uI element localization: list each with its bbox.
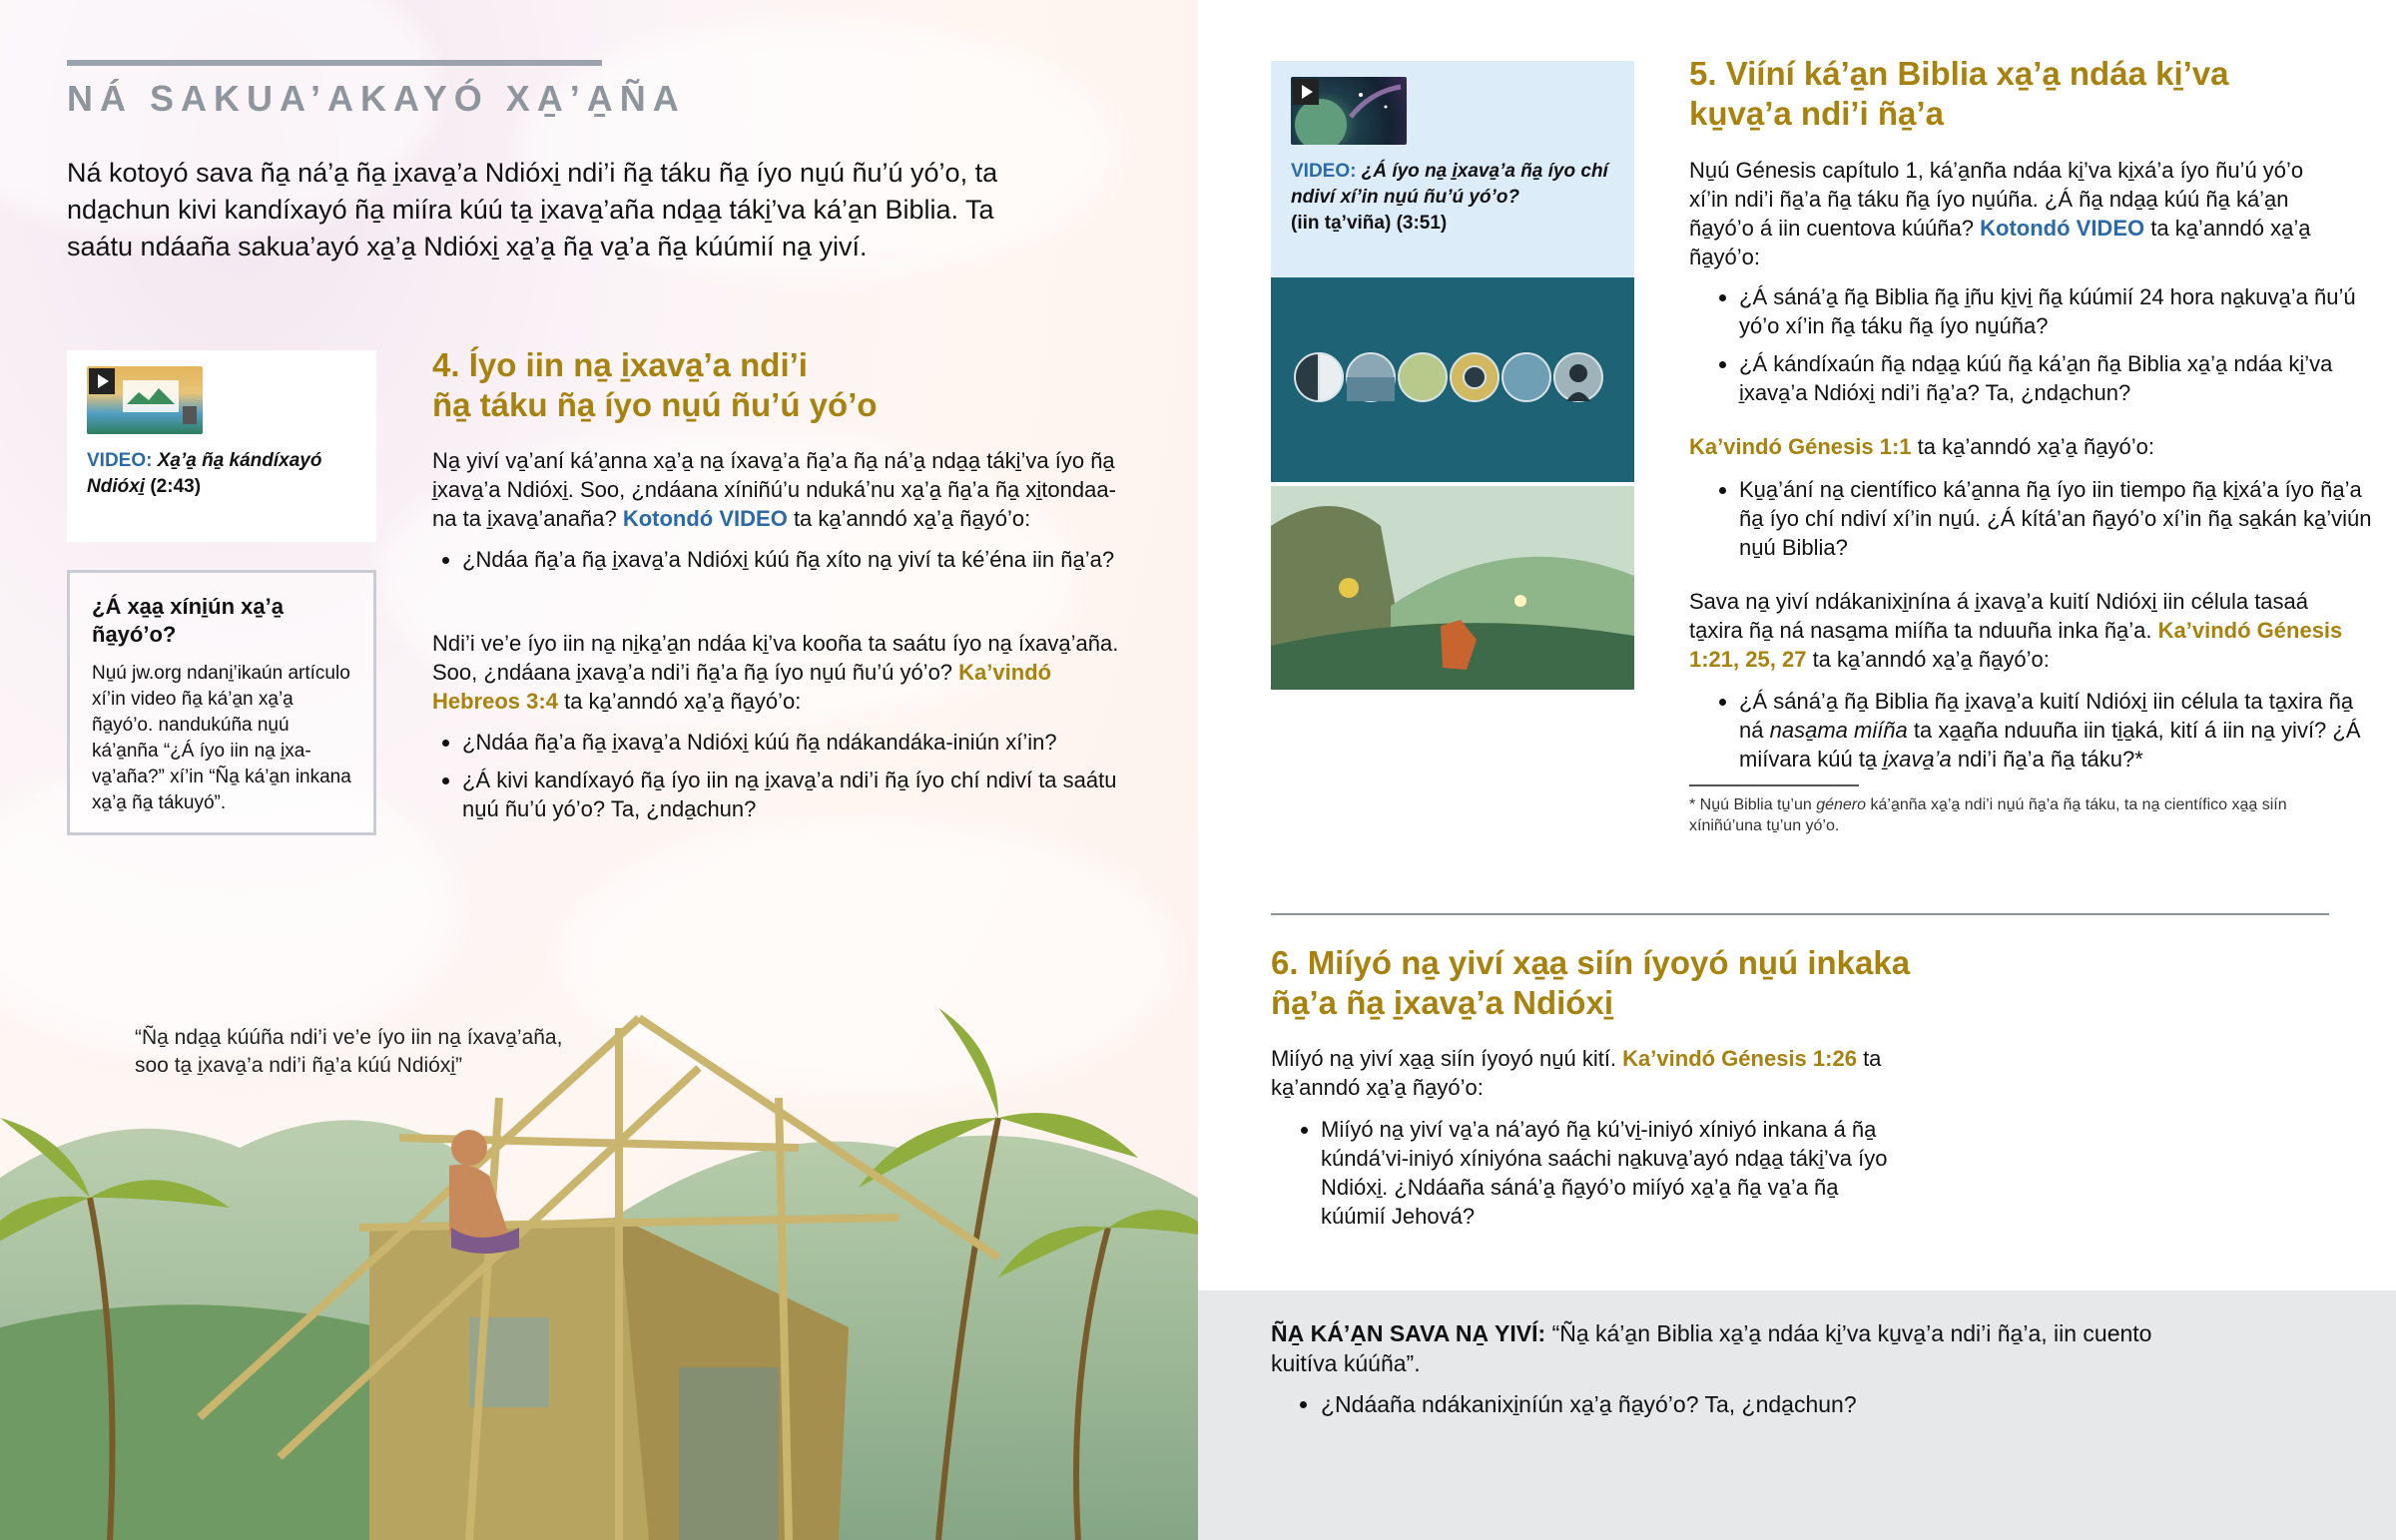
footnote-rule [1689,784,1859,786]
question-text: ndi’i ña̱’a ña̱ táku?* [1957,747,2143,771]
section-5-title-line1: 5. Viíní ká’a̱n Biblia xa̱’a̱ ndáa ki̱’va [1689,55,2229,92]
section-divider [1271,913,2329,915]
play-icon[interactable] [89,368,115,394]
footnote-text: ká’a̱nña xa̱’a̱ ndi’i nu̱ú ña̱’a ña̱ táku, ta na̱ científico xa̱a̱ siín xíniñú’una tu̱’un yó’o. [1689,796,2287,834]
video-label: VIDEO: [87,450,153,471]
paragraph-text: ta ka̱’anndó xa̱’a̱ ña̱yó’o: [564,689,802,714]
video-label: VIDEO: [1291,161,1357,182]
video-link[interactable]: Kotondó VIDEO [1980,216,2145,241]
objection-quote: “Ña̱ ká’a̱n Biblia xa̱’a̱ ndáa ki̱’va ku̱va̱’a ndi’i ña̱’a, iin cuento kuitíva kúúña”. [1271,1320,2152,1376]
video-thumbnail[interactable] [1291,77,1407,145]
section-5-title-line2: ku̱va̱’a ndi’i ña̱’a [1689,95,1944,132]
video-title[interactable]: ¿Á íyo na̱ i̱xava̱’a ña̱ íyo chí ndiví xí’in nu̱ú ñu’ú yó’o? [1291,161,1608,208]
section-5-paragraph-2 [1689,432,2348,461]
footnote-text: * Nu̱ú Biblia tu̱’un [1689,796,1812,813]
section-5-paragraph-3 [1689,587,2348,674]
question-italic: nasa̱ma miíña [1769,718,1908,743]
info-box-body: Nu̱ú jw.org ndani̱’ikaún artículo xí’in video ña̱ ká’a̱n xa̱’a̱ ña̱yó’o. nandukúña nu̱ú ká’a̱nña “¿Á íyo iin na̱ i̱xa-va̱’aña?” xí’in “Ña̱ ká’a̱n inkana xa̱’a̱ ña̱ tákuyó”. [92,663,351,813]
section-6-paragraph-1 [1271,1044,1910,1102]
footnote [1689,794,2328,836]
section-5-questions-3 [1709,687,2378,782]
house-building-illustration [0,898,1198,1540]
page-kicker: NÁ SAKUA’AKAYÓ XA̱’A̱ÑA [67,78,686,119]
footnote-italic: génerо [1816,796,1867,813]
info-box [67,570,376,835]
question-item: • Miíyó na̱ yiví va̱’a ná’ayó ña̱ kú’vi̱-iniyó xíniyó inkana á ña̱ kúndá’vi-iniyó xíniyóna saáchi na̱kuva̱’ayó nda̱a̱ táki̱’va íyo Ndióxi̱. ¿Ndáaña sáná’a̱ ña̱yó’o miíyó xa̱’a̱ ña̱ va̱’a ña̱ kúúmií Jehová? [1321,1115,1900,1231]
paragraph-text: ta ka̱’anndó xa̱’a̱ ña̱yó’o: [1917,434,2154,459]
section-4-questions-1 [432,545,1131,583]
video-caption [1291,159,1620,237]
video-link[interactable]: Kotondó VIDEO [622,506,788,531]
objection-label: ÑA̱ KÁ’A̱N SAVA NA̱ YIVÍ: [1271,1320,1546,1346]
question-item: • ¿Á kivi kandíxayó ña̱ íyo iin na̱ i̱xava̱’a ndi’i ña̱ íyo chí ndiví ta saátu nu̱ú ñu’ú yó’o? Ta, ¿nda̱chun? [462,766,1131,823]
video-card-4[interactable] [67,350,376,542]
paragraph-text: Ndi’i ve’e íyo iin na̱ ni̱ka̱’a̱n ndáa ki̱’va kooña ta saátu íyo na̱ íxava̱’aña. Soo, ¿ndáana i̱xava̱’a ndi’i ña̱’a ña̱ íyo nu̱ú ñu’ú yó’o? [432,631,1119,685]
question-italic: i̱xava̱’a [1883,747,1952,771]
paragraph-text: Nu̱ú Génesis capítulo 1, ká’a̱nña ndáa ki̱’va ki̱xá’a íyo ñu’ú yó’o xí’in ndi’i ña̱’a ña̱ táku ña̱ íyo nu̱úña. ¿Á ña̱ nda̱a̱ kúú ña̱ ká’a̱n ña̱yó’o á iin cuentova kúúña? [1689,158,2304,241]
video-card-5[interactable] [1271,61,1634,278]
section-6-questions [1291,1115,1900,1240]
question-item: • ¿Á sáná’a̱ ña̱ Biblia ña̱ i̱ñu ki̱vi̱ ña̱ kúúmií 24 hora na̱kuva̱’a ñu’ú yó’o xí’in ña̱ táku ña̱ íyo nu̱úña? [1739,282,2378,340]
objection-questions [1291,1390,2179,1428]
creation-days-icons [1271,277,1634,482]
paragraph-text: ta ka̱’anndó xa̱’a̱ ña̱yó’o: [1271,1046,1882,1100]
paragraph-text: ta ka̱’anndó xa̱’a̱ ña̱yó’o: [793,506,1031,531]
paragraph-text: Sava na̱ yiví ndákanixi̱nína á i̱xava̱’a kuití Ndióxi̱ iin célula tasaá ta̱xira ña̱ ná nasa̱ma miíña ta nduuña inka ña̱’a. [1689,589,2309,643]
video-thumbnail[interactable] [87,366,203,434]
video-duration: (2:43) [150,476,202,497]
scripture-link[interactable]: Ka’vindó Génesis 1:21, 25, 27 [1689,618,2343,672]
section-4-paragraph-1 [432,446,1131,533]
section-4-questions-2 [432,728,1131,832]
section-6-title-line2: ña̱’a ña̱ i̱xava̱’a Ndióxi̱ [1271,984,1613,1021]
video-title[interactable]: Xa̱’a̱ ña̱ kándíxayó Ndióxi̱ [87,450,322,497]
landscape-art [1271,486,1634,690]
paragraph-text: ta ka̱’anndó xa̱’a̱ ña̱yó’o: [1812,647,2050,672]
section-5-title [1689,54,2348,134]
paragraph-text: Na̱ yiví va̱’aní ká’a̱nna xa̱’a̱ na̱ íxava̱’a ña̱’a ña̱ ná’a̱ nda̱a̱ táki̱’va íyo ña̱ i̱xava̱’a Ndióxi̱. Soo, ¿ndáana xíniñú’u ndukáʼnu xa̱’a̱ ña̱’a ña̱ xi̱tondaa-na ta i̱xava̱’anaña? [432,448,1116,531]
question-item: • Ku̱a̱’ání na̱ científico ká’a̱nna ña̱ íyo iin tiempo ña̱ ki̱xá’a íyo ña̱’a ña̱ íyo chí ndiví xí’in nu̱ú. ¿Á kítá’an ña̱yó’o xí’in ña̱ sa̱kán ka̱’viún nu̱ú Biblia? [1739,475,2378,562]
scripture-link[interactable]: Ka’vindó Génesis 1:26 [1622,1046,1857,1071]
section-5-questions-2 [1709,475,2378,571]
question-item: • ¿Ndáa ña̱’a ña̱ i̱xava̱’a Ndióxi̱ kúú ña̱ ndákandáka-iniún xí’in? [462,728,1131,757]
creation-days-panel [1271,277,1634,482]
section-4-title-line1: 4. Íyo iin na̱ i̱xava̱’a ndi’i [432,346,808,383]
paragraph-text: ta ka̱’anndó xa̱’a̱ ña̱yó’o: [1689,216,2311,269]
scripture-link[interactable]: Ka’vindó Génesis 1:1 [1689,434,1912,459]
section-4-paragraph-2 [432,629,1131,716]
question-item: • ¿Ndáaña ndákanixi̱níún xa̱’a̱ ña̱yó’o? Ta, ¿nda̱chun? [1321,1390,2179,1419]
creation-landscape-panel [1271,486,1634,690]
video-duration: (iin ta̱’viña) (3:51) [1291,213,1448,234]
scripture-link[interactable]: Ka’vindó Hebreos 3:4 [432,660,1052,714]
question-text: ¿Á sáná’a̱ ña̱ Biblia ña̱ i̱xava̱’a kuití Ndióxi̱ iin célula ta ta̱xira ña̱ ná [1739,689,2354,743]
section-5-paragraph-1 [1689,156,2348,271]
paragraph-text: Miíyó na̱ yiví xa̱a̱ siín íyoyó nu̱ú kití. [1271,1046,1617,1071]
section-6-title-line1: 6. Miíyó na̱ yiví xa̱a̱ siín íyoyó nu̱ú inkaka [1271,944,1911,981]
section-6-title [1271,943,2030,1023]
section-4-title-line2: ña̱ táku ña̱ íyo nu̱ú ñu’ú yó’o [432,386,878,423]
video-caption [87,448,356,500]
play-icon[interactable] [1293,79,1319,105]
question-item [1739,687,2378,773]
question-item: • ¿Ndáa ña̱’a ña̱ i̱xava̱’a Ndióxi̱ kúú ña̱ xíto na̱ yiví ta kéʼéna iin ña̱’a? [462,545,1131,574]
image-caption-quote: “Ña̱ nda̱a̱ kúúña ndi’i ve’e íyo iin na̱ íxava̱’aña, soo ta̱ i̱xava̱’a ndi’i ña̱’a kúú Ndióxi̱” [135,1026,563,1077]
objection-text [1271,1318,2169,1378]
intro-paragraph: Ná kotoyó sava ña̱ ná’a̱ ña̱ i̱xava̱’a Ndióxi̱ ndi’i ña̱ táku ña̱ íyo nu̱ú ñu’ú yó’o, ta nda̱chun kivi kandíxayó ña̱ miíra kúú ta̱ i̱xava̱’aña nda̱a̱ táki̱’va ká’a̱n Biblia. Ta saátu ndáaña sakua’ayó xa̱’a̱ Ndióxi̱ xa̱’a̱ ña̱ va̱’a ña̱ kúúmií na̱ yiví. [67,158,998,261]
info-box-title: ¿Á xa̱a̱ xíni̱ún xa̱’a̱ ña̱yó’o? [92,594,284,647]
question-text: ta xa̱a̱ña nduuña iin ti̱a̱ká, kití á iin na̱ yiví? ¿Á miívara kúú ta̱ [1739,718,2361,771]
section-4-title [432,345,1131,425]
question-item: • ¿Á kándíxaún ña̱ nda̱a̱ kúú ña̱ ká’a̱n ña̱ Biblia xa̱’a̱ ndáa ki̱’va i̱xava̱’a Ndióxi̱ ndi’i ña̱’a? Ta, ¿nda̱chun? [1739,349,2378,407]
header-rule [67,60,602,66]
section-5-questions-1 [1709,282,2378,416]
